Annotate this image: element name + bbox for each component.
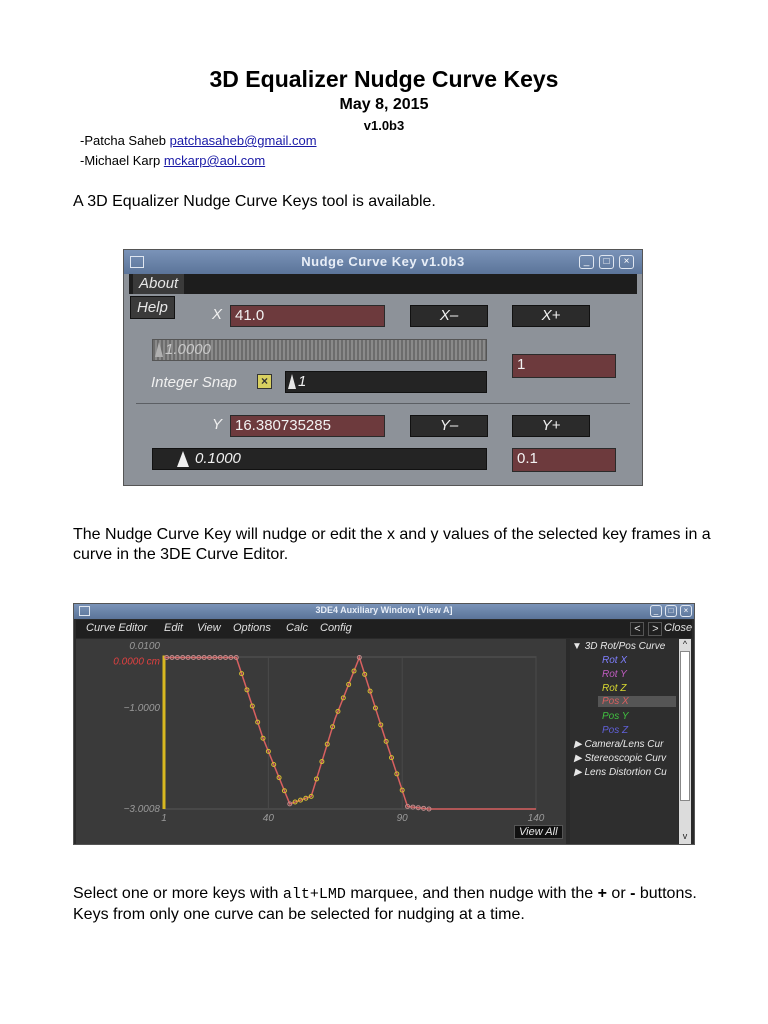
tree-item-pos-z[interactable]: Pos Z	[602, 725, 629, 736]
x-step-field[interactable]: 1	[512, 354, 616, 378]
tree-item-rot-y[interactable]: Rot Y	[602, 669, 627, 680]
menu-options[interactable]: Options	[233, 622, 271, 634]
tree-group-lens-distortion[interactable]: ▶ Lens Distortion Cu	[574, 767, 667, 778]
tree-group-stereoscopic[interactable]: ▶ Stereoscopic Curv	[574, 753, 667, 764]
integer-snap-value: 1	[298, 373, 307, 390]
curve-editor-window	[73, 603, 695, 845]
series-line-pos-x	[164, 658, 536, 809]
scroll-down-icon[interactable]: v	[682, 831, 688, 841]
x-plus-button[interactable]: X+	[512, 305, 590, 327]
x-minus-button[interactable]: X–	[410, 305, 488, 327]
y-value-field[interactable]: 16.380735285	[230, 415, 385, 437]
author-email-link[interactable]: patchasaheb@gmail.com	[169, 133, 317, 148]
menu-bar	[129, 274, 637, 294]
title-bar[interactable]	[74, 604, 694, 619]
next-button[interactable]: >	[648, 622, 662, 636]
tree-item-pos-x[interactable]: Pos X	[598, 696, 676, 707]
menu-curve-editor[interactable]: Curve Editor	[86, 622, 148, 634]
divider	[136, 403, 630, 404]
author-email-link[interactable]: mckarp@aol.com	[163, 153, 266, 168]
window-title: 3DE4 Auxiliary Window [View A]	[315, 605, 453, 615]
author-line	[80, 133, 317, 148]
y-plus-button[interactable]: Y+	[512, 415, 590, 437]
y-step-slider[interactable]	[152, 448, 487, 470]
intro-paragraph: A 3D Equalizer Nudge Curve Keys tool is available.	[73, 193, 436, 210]
scroll-up-icon[interactable]: ^	[682, 639, 688, 649]
integer-snap-slider[interactable]	[285, 371, 487, 393]
x-value-field[interactable]: 41.0	[230, 305, 385, 327]
menu-calc[interactable]: Calc	[286, 622, 309, 634]
slider-handle-icon[interactable]	[155, 342, 163, 357]
slider-handle-icon[interactable]	[177, 451, 189, 467]
document-version: v1.0b3	[363, 118, 405, 133]
nudge-curve-key-window	[123, 249, 643, 486]
x-tick-label: 40	[262, 813, 274, 824]
document-date: May 8, 2015	[339, 96, 429, 113]
view-all-button[interactable]: View All	[514, 825, 563, 839]
tree-group-3d-rot-pos[interactable]: ▼ 3D Rot/Pos Curve	[572, 641, 666, 652]
y-slider-value: 0.1000	[195, 450, 241, 467]
x-tick-label: 140	[527, 813, 545, 824]
prev-button[interactable]: <	[630, 622, 644, 636]
document-title: 3D Equalizer Nudge Curve Keys	[209, 66, 559, 92]
y-tick-label: 0.0100	[129, 641, 160, 652]
curve-chart[interactable]	[76, 639, 566, 844]
integer-snap-checkbox[interactable]: ×	[257, 374, 272, 389]
collapse-arrow-icon[interactable]: ▶	[574, 739, 582, 750]
x-tick-label: 1	[161, 813, 167, 824]
author-name: -Michael Karp	[80, 153, 161, 168]
close-icon[interactable]: ×	[619, 255, 634, 269]
y-tick-label: −1.0000	[123, 702, 160, 714]
instructions-paragraph: Select one or more keys with alt+LMD marquee, and then nudge with the + or - buttons. Keys from only one curve can be selected for nudging at a time.	[73, 885, 697, 923]
menu-config[interactable]: Config	[320, 622, 352, 634]
close-icon[interactable]: ×	[680, 605, 692, 617]
x-step-slider[interactable]	[152, 339, 487, 361]
tree-item-pos-y[interactable]: Pos Y	[602, 711, 629, 722]
menu-edit[interactable]: Edit	[164, 622, 183, 634]
close-button[interactable]: Close	[664, 622, 693, 634]
y-tick-label: 0.0000 cm	[113, 656, 160, 668]
y-label: Y	[212, 416, 223, 433]
menu-view[interactable]: View	[197, 622, 221, 634]
window-title: Nudge Curve Key v1.0b3	[301, 254, 465, 269]
title-bar[interactable]	[124, 250, 642, 274]
menu-about[interactable]: About	[133, 274, 184, 294]
minimize-icon[interactable]: _	[650, 605, 662, 617]
menu-bar	[76, 620, 692, 638]
x-label: X	[212, 306, 223, 323]
collapse-arrow-icon[interactable]: ▶	[574, 753, 582, 764]
y-minus-button[interactable]: Y–	[410, 415, 488, 437]
tree-scrollbar[interactable]	[679, 639, 691, 844]
code-shortcut: alt+LMD	[282, 886, 346, 903]
curve-tree-panel	[570, 639, 678, 844]
author-name: -Patcha Saheb	[80, 133, 167, 148]
menu-help[interactable]: Help	[130, 296, 175, 319]
description-paragraph: The Nudge Curve Key will nudge or edit the x and y values of the selected key frames in a curve in the 3DE Curve Editor.	[73, 526, 711, 563]
x-tick-label: 90	[396, 813, 408, 824]
tree-item-rot-x[interactable]: Rot X	[602, 655, 628, 666]
author-line	[80, 153, 265, 168]
minimize-icon[interactable]: _	[579, 255, 594, 269]
y-tick-label: −3.0008	[123, 804, 160, 815]
expand-arrow-icon[interactable]: ▼	[572, 641, 582, 652]
scrollbar-thumb[interactable]	[680, 651, 690, 801]
maximize-icon[interactable]: □	[599, 255, 614, 269]
collapse-arrow-icon[interactable]: ▶	[574, 767, 582, 778]
curve-plot-area[interactable]	[76, 639, 566, 844]
integer-snap-label: Integer Snap	[151, 374, 237, 391]
x-slider-value: 1.0000	[165, 341, 211, 358]
y-step-field[interactable]: 0.1	[512, 448, 616, 472]
tree-group-camera-lens[interactable]: ▶ Camera/Lens Cur	[574, 739, 664, 750]
slider-handle-icon[interactable]	[288, 374, 296, 389]
tree-item-rot-z[interactable]: Rot Z	[602, 683, 627, 694]
maximize-icon[interactable]: □	[665, 605, 677, 617]
